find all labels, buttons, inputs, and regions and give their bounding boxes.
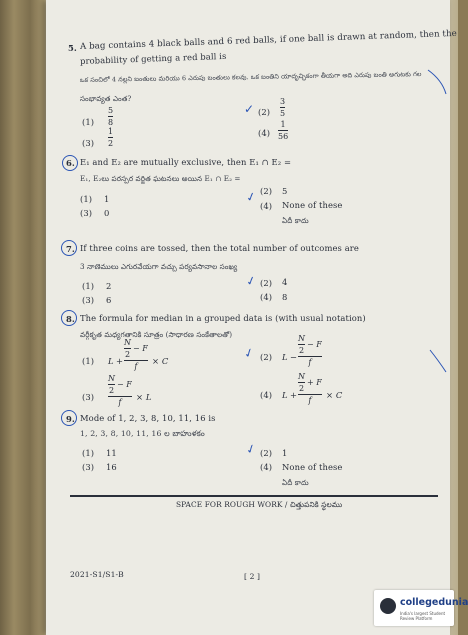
q7-text: If three coins are tossed, then the total number of outcomes are — [80, 243, 359, 253]
q8-text: The formula for median in a grouped data is (with usual notation) — [80, 313, 366, 323]
checkmark-icon: ✓ — [244, 272, 258, 290]
q9-option2-label: (2) — [260, 448, 273, 458]
q7-option2-value: 4 — [282, 277, 288, 287]
q6-option2-value: 5 — [282, 186, 288, 196]
logo-mascot-icon — [380, 598, 396, 614]
paper-code: 2021-S1/S1-B — [70, 570, 124, 579]
formula-L: L — [108, 356, 114, 366]
q7-option3-value: 6 — [106, 295, 112, 305]
page-number: [ 2 ] — [244, 572, 261, 581]
q5-number: 5. — [68, 43, 77, 53]
q9-option4-telugu: ఏదీ కాదు — [282, 478, 309, 487]
q6-option4-label: (4) — [260, 201, 273, 211]
logo-name: collegedunia — [400, 597, 468, 608]
q6-option3-value: 0 — [104, 208, 110, 218]
q7-option2-label: (2) — [260, 278, 273, 288]
checkmark-icon: ✓ — [244, 188, 258, 206]
q8-number: 8. — [66, 314, 75, 324]
q6-option2-label: (2) — [260, 186, 273, 196]
q5-option1-label: (1) — [82, 117, 95, 127]
exam-page — [46, 0, 458, 635]
formula-multiplier: × L — [136, 392, 152, 402]
q6-option3-label: (3) — [80, 208, 93, 218]
q8-telugu: వర్గీకృత మధ్యగతానికి సూత్రం (సాధారణ సంకేతాలతో) — [80, 330, 233, 339]
formula-fraction: N 2 − F f — [108, 374, 132, 407]
q8-option1-label: (1) — [82, 356, 95, 366]
q6-text: E₁ and E₂ are mutually exclusive, then E₁ ∩ E₂ = — [80, 157, 292, 167]
formula-operator: − — [290, 352, 298, 362]
checkmark-icon: ✓ — [243, 440, 259, 458]
formula-multiplier: × C — [152, 356, 169, 366]
logo-tagline: India's largest Student Review Platform — [400, 611, 446, 621]
q8-option3-label: (3) — [82, 392, 95, 402]
rough-work-label: SPACE FOR ROUGH WORK / చిత్తుపనికి స్థలము — [176, 500, 343, 509]
q5-telugu: ఒక సంచిలో 4 నల్లని బంతులు మరియు 6 ఎరుపు బంతులు కలవు. ఒక బంతిని యాదృచ్ఛికంగా తీయగా అది ఎరుపు బంతి అగుటకు గల — [79, 70, 422, 84]
divider — [70, 495, 438, 497]
q8-option4-label: (4) — [260, 390, 273, 400]
formula-L: L — [282, 390, 288, 400]
q9-option1-value: 11 — [106, 448, 117, 458]
q7-number: 7. — [66, 244, 75, 254]
q5-option4-label: (4) — [258, 128, 271, 138]
formula-L: L — [282, 352, 288, 362]
q9-text: Mode of 1, 2, 3, 8, 10, 11, 16 is — [80, 413, 216, 423]
formula-fraction: N 2 − F f — [124, 338, 148, 371]
q6-telugu: E₁, E₂లు పరస్పర వర్జిత ఘటనలు అయిన E₁ ∩ E₂ = — [80, 174, 241, 183]
q5-option2-label: (2) — [258, 107, 271, 117]
q5-option2-fraction: 3 5 — [280, 97, 286, 118]
q5-telugu-2: సంభావ్యత ఎంత? — [80, 94, 132, 103]
q9-option3-value: 16 — [106, 462, 117, 472]
q8-option2-label: (2) — [260, 352, 273, 362]
q6-option4-value: None of these — [282, 200, 343, 210]
q9-option1-label: (1) — [82, 448, 95, 458]
q7-option4-value: 8 — [282, 292, 288, 302]
q7-telugu: 3 నాణెములు ఎగురవేయగా వచ్చు పర్యవసానాల సంఖ్య — [80, 262, 238, 271]
q7-option4-label: (4) — [260, 292, 273, 302]
q5-option4-fraction: 1 56 — [278, 120, 289, 141]
q5-option3-fraction: 1 2 — [108, 127, 114, 148]
q7-option1-label: (1) — [82, 281, 95, 291]
formula-fraction: N 2 + F f — [298, 372, 322, 405]
q5-text: A bag contains 4 black balls and 6 red balls, if one ball is drawn at random, then the — [79, 28, 458, 52]
checkmark-icon: ✓ — [244, 102, 255, 116]
q9-option4-value: None of these — [282, 462, 343, 472]
q9-telugu: 1, 2, 3, 8, 10, 11, 16 ల బాహుళకం — [80, 429, 205, 438]
q5-text-2: probability of getting a red ball is — [79, 50, 227, 66]
checkmark-icon: ✓ — [241, 344, 257, 362]
q6-option1-label: (1) — [80, 194, 93, 204]
q6-number: 6. — [66, 158, 75, 168]
formula-operator: + — [290, 390, 298, 400]
q9-option4-label: (4) — [260, 462, 273, 472]
q7-option1-value: 2 — [106, 281, 112, 291]
q9-number: 9. — [66, 414, 75, 424]
formula-multiplier: × C — [326, 390, 343, 400]
q5-option3-label: (3) — [82, 138, 95, 148]
q9-option2-value: 1 — [282, 448, 288, 458]
formula-fraction: N 2 − F f — [298, 334, 322, 367]
q6-option4-telugu: ఏదీ కాదు — [282, 216, 309, 225]
q5-option1-fraction: 5 8 — [108, 106, 114, 127]
q7-option3-label: (3) — [82, 295, 95, 305]
q9-option3-label: (3) — [82, 462, 95, 472]
q6-option1-value: 1 — [104, 194, 110, 204]
ink-scribble-icon — [424, 60, 450, 480]
formula-operator: + — [116, 356, 124, 366]
collegedunia-logo — [374, 590, 468, 626]
